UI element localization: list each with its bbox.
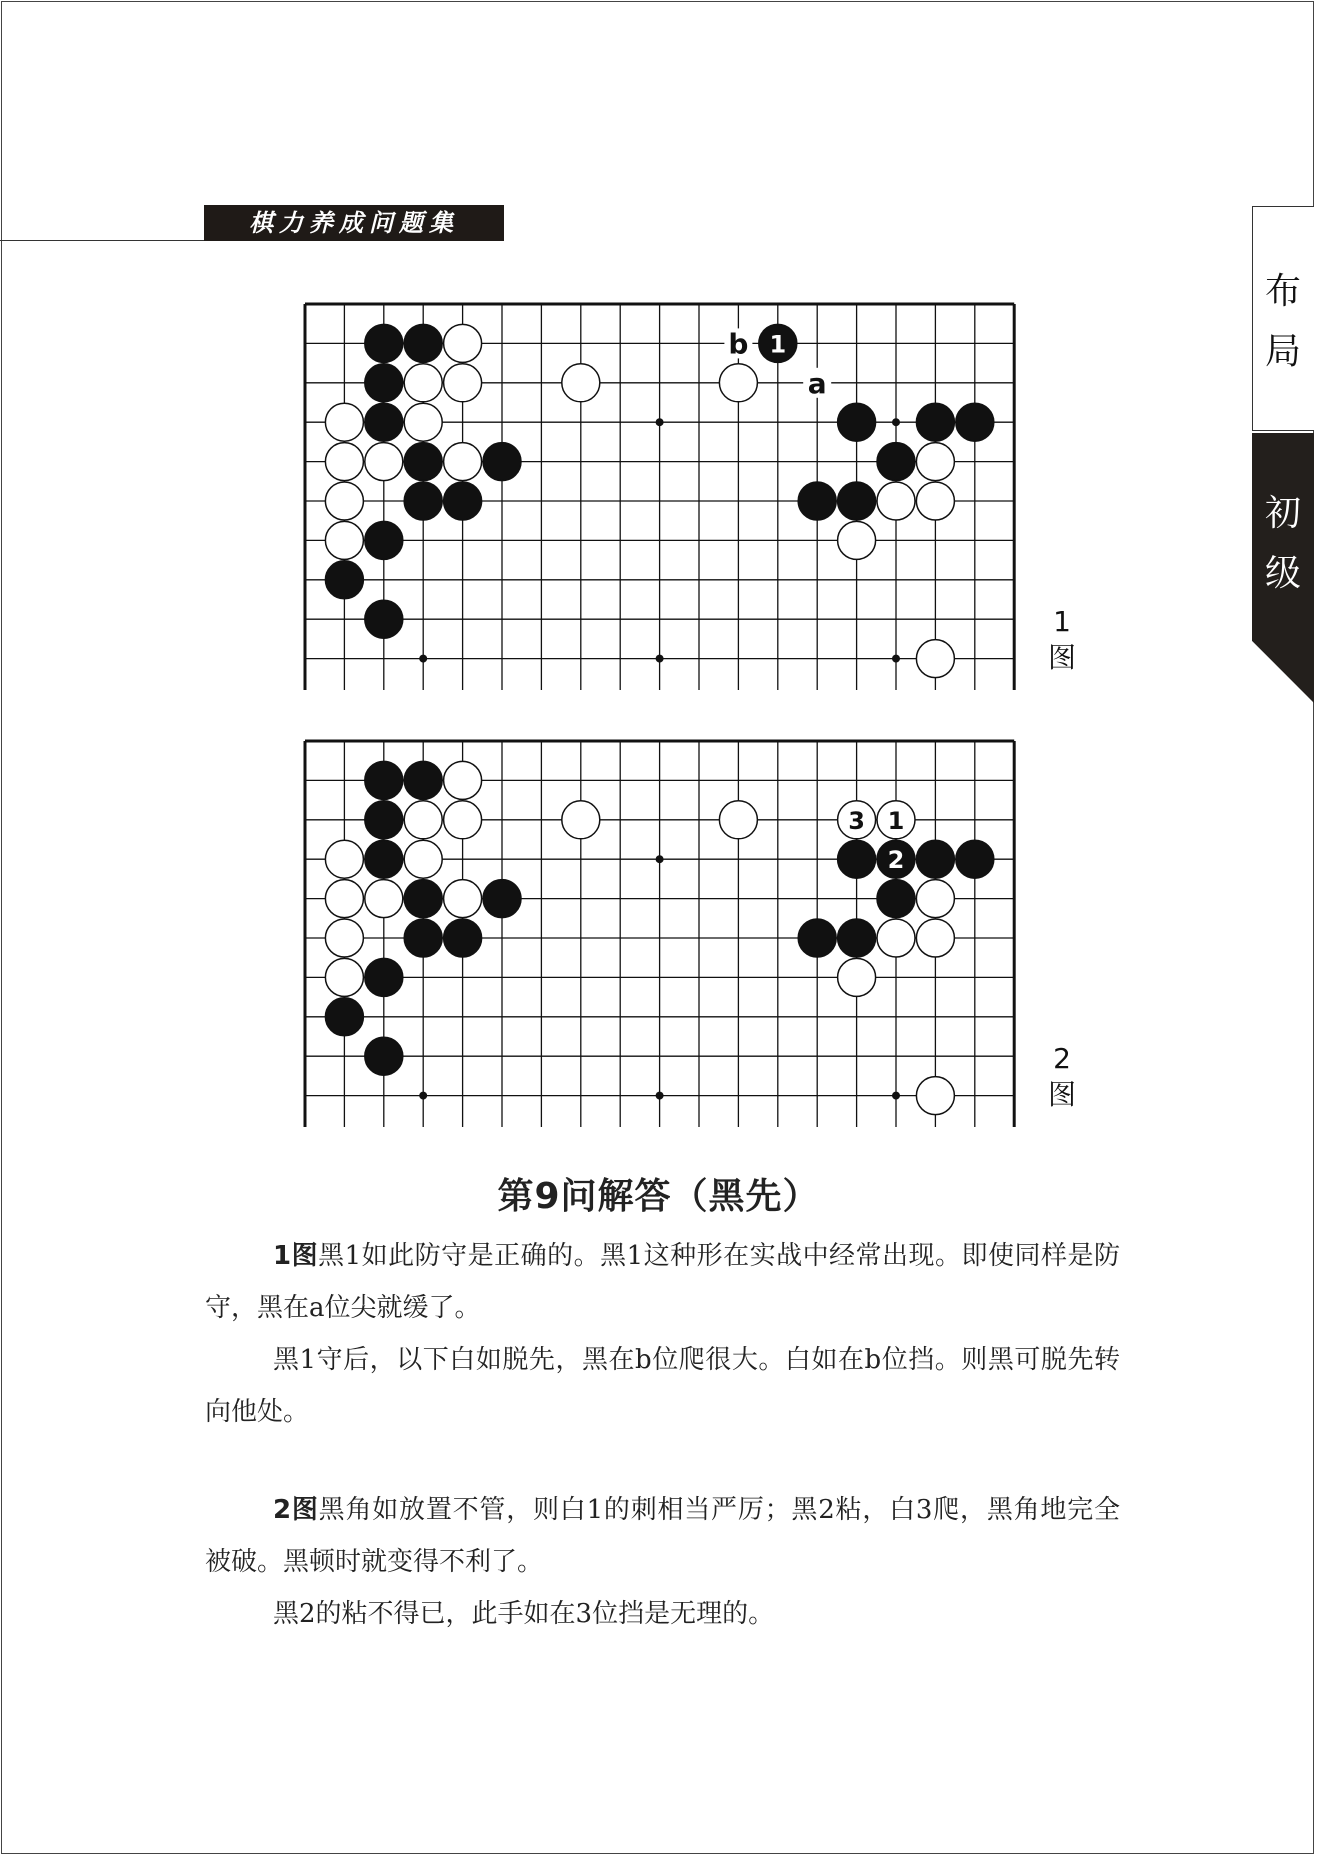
white-stone — [838, 958, 876, 996]
white-stone — [838, 521, 876, 559]
star-point — [892, 418, 900, 426]
black-stone — [365, 521, 403, 559]
paragraph-1-lead: 1图 — [273, 1241, 319, 1271]
black-stone — [404, 324, 442, 362]
point-letter-label: a — [807, 366, 827, 400]
black-stone — [798, 919, 836, 957]
black-stone — [916, 840, 954, 878]
level-char-1: 初 — [1264, 493, 1301, 534]
section-tab-label: 布 局 — [1264, 271, 1301, 372]
black-stone — [798, 482, 836, 520]
black-stone — [365, 958, 403, 996]
black-stone — [956, 403, 994, 441]
white-stone — [365, 443, 403, 481]
paragraph-3-text: 黑角如放置不管，则白1的刺相当严厉；黑2粘，白3爬，黑角地完全被破。黑顿时就变得不利了。 — [205, 1495, 1120, 1577]
paragraph-1 — [205, 1230, 1120, 1334]
white-stone — [916, 640, 954, 678]
white-stone — [444, 324, 482, 362]
paragraph-1-text: 黑1如此防守是正确的。黑1这种形在实战中经常出现。即使同样是防守，黑在a位尖就缓了。 — [205, 1241, 1121, 1323]
black-stone — [838, 403, 876, 441]
white-stone — [404, 364, 442, 402]
paragraph-3-lead: 2图 — [273, 1495, 319, 1525]
black-stone — [404, 919, 442, 957]
black-stone — [877, 880, 915, 918]
black-stone — [877, 443, 915, 481]
star-point — [656, 1092, 664, 1100]
white-stone — [404, 801, 442, 839]
white-stone — [562, 801, 600, 839]
black-stone — [404, 443, 442, 481]
answer-heading: 第9问解答（黑先） — [497, 1176, 820, 1217]
point-letter-label: b — [728, 327, 749, 361]
move-number-label: 2 — [887, 846, 905, 875]
black-stone — [365, 324, 403, 362]
star-point — [892, 1092, 900, 1100]
black-stone — [325, 561, 363, 599]
white-stone — [877, 482, 915, 520]
star-point — [656, 655, 664, 663]
black-stone — [483, 880, 521, 918]
star-point — [656, 855, 664, 863]
white-stone — [916, 919, 954, 957]
black-stone — [838, 919, 876, 957]
white-stone — [365, 880, 403, 918]
figure-2-number: 2 — [1053, 1042, 1071, 1075]
white-stone — [325, 958, 363, 996]
black-stone — [365, 403, 403, 441]
white-stone — [325, 482, 363, 520]
move-number-label: 1 — [887, 806, 905, 835]
black-stone — [365, 801, 403, 839]
white-stone — [877, 919, 915, 957]
white-stone — [916, 443, 954, 481]
white-stone — [444, 801, 482, 839]
figure-2-char: 图 — [1047, 1078, 1076, 1111]
black-stone — [365, 600, 403, 638]
white-stone — [404, 840, 442, 878]
paragraph-2-text: 黑1守后，以下白如脱先，黑在b位爬很大。白如在b位挡。则黑可脱先转向他处。 — [205, 1345, 1120, 1427]
white-stone — [325, 521, 363, 559]
figure-1-label — [1040, 604, 1084, 676]
figure-1-char: 图 — [1047, 641, 1076, 674]
star-point — [419, 1092, 427, 1100]
black-stone — [365, 364, 403, 402]
paragraph-4 — [205, 1588, 1120, 1640]
white-stone — [404, 403, 442, 441]
black-stone — [838, 840, 876, 878]
header-rule — [0, 240, 206, 241]
black-stone — [365, 840, 403, 878]
black-stone — [404, 482, 442, 520]
black-stone — [404, 761, 442, 799]
white-stone — [325, 880, 363, 918]
white-stone — [719, 801, 757, 839]
book-title: 棋力养成问题集 — [204, 205, 504, 241]
move-number-label: 3 — [848, 806, 865, 835]
paragraph-3 — [205, 1484, 1120, 1588]
move-number-label: 1 — [769, 330, 787, 359]
white-stone — [444, 880, 482, 918]
white-stone — [444, 443, 482, 481]
black-stone — [916, 403, 954, 441]
black-stone — [325, 998, 363, 1036]
white-stone — [916, 482, 954, 520]
white-stone — [444, 761, 482, 799]
white-stone — [719, 364, 757, 402]
black-stone — [444, 919, 482, 957]
star-point — [892, 655, 900, 663]
white-stone — [562, 364, 600, 402]
white-stone — [325, 443, 363, 481]
white-stone — [325, 403, 363, 441]
go-board-figure-2 — [0, 733, 1317, 1123]
black-stone — [838, 482, 876, 520]
white-stone — [916, 880, 954, 918]
white-stone — [325, 919, 363, 957]
white-stone — [916, 1077, 954, 1115]
go-board-figure-1 — [0, 296, 1317, 686]
black-stone — [483, 443, 521, 481]
star-point — [656, 418, 664, 426]
black-stone — [365, 761, 403, 799]
black-stone — [365, 1037, 403, 1075]
white-stone — [325, 840, 363, 878]
black-stone — [956, 840, 994, 878]
figure-1-number: 1 — [1053, 605, 1071, 638]
paragraph-2 — [205, 1334, 1120, 1438]
figure-2-label — [1040, 1041, 1084, 1113]
level-char-2: 级 — [1264, 553, 1301, 594]
black-stone — [444, 482, 482, 520]
star-point — [419, 655, 427, 663]
paragraph-4-text: 黑2的粘不得已，此手如在3位挡是无理的。 — [273, 1599, 775, 1629]
white-stone — [444, 364, 482, 402]
black-stone — [404, 880, 442, 918]
